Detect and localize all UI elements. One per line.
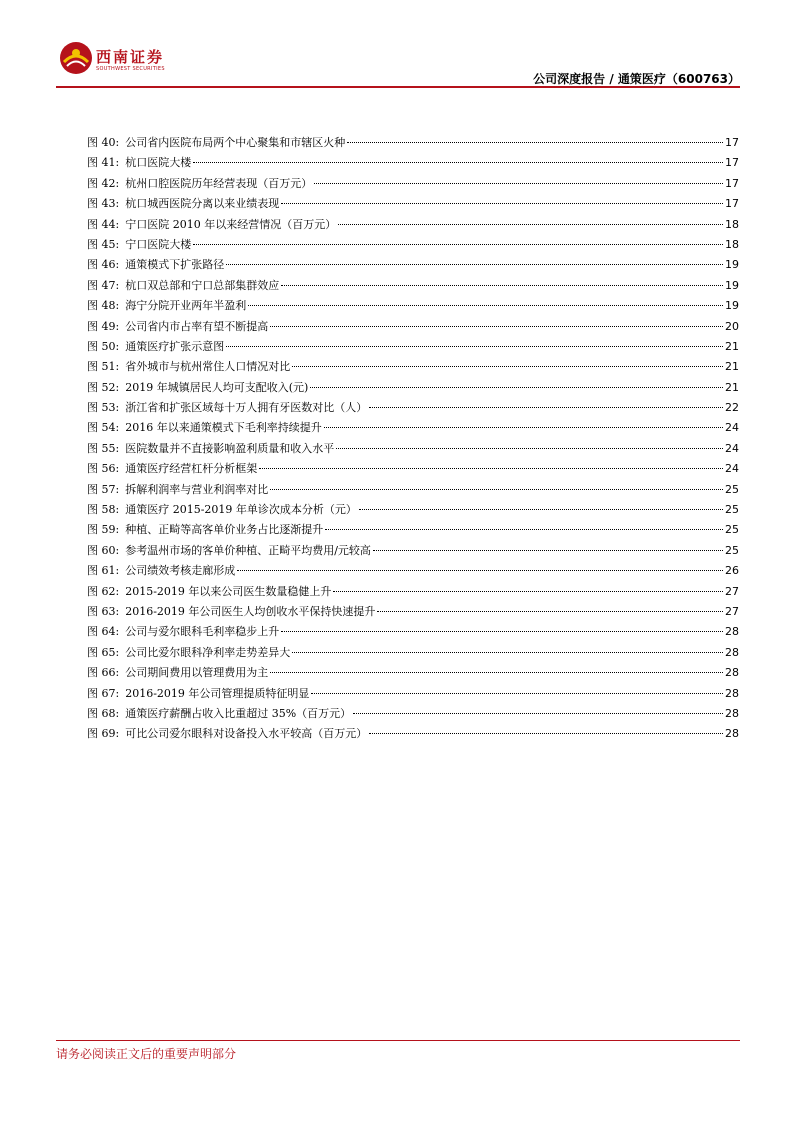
toc-leader-dots [347,142,723,143]
toc-entry-page: 17 [725,156,739,170]
toc-entry-title: 2016 年以来通策模式下毛利率持续提升 [125,421,322,435]
toc-entry-label: 图 65: [87,645,120,659]
toc-entry-page: 17 [725,197,739,211]
toc-entry-page: 24 [725,441,739,455]
toc-entry-label: 图 44: [87,217,120,231]
toc-entry[interactable] [87,174,739,194]
toc-entry-label: 图 50: [87,339,120,353]
toc-entry-label: 图 41: [87,156,120,170]
toc-leader-dots [325,529,723,530]
toc-entry-page: 19 [725,258,739,272]
toc-entry-label: 图 67: [87,686,120,700]
toc-entry-label: 图 64: [87,625,120,639]
toc-entry-title: 杭口医院大楼 [125,156,192,170]
toc-entry[interactable] [87,133,739,153]
toc-entry-title: 公司期间费用以管理费用为主 [125,666,269,680]
toc-entry[interactable] [87,684,739,704]
toc-leader-dots [359,509,723,510]
toc-entry[interactable] [87,153,739,173]
toc-entry-label: 图 60: [87,543,120,557]
toc-entry-label: 图 42: [87,176,120,190]
footer-divider [56,1040,740,1041]
toc-entry-title: 通策医疗经营杠杆分析框架 [125,462,258,476]
toc-entry-label: 图 63: [87,604,120,618]
toc-entry[interactable] [87,582,739,602]
toc-leader-dots [311,693,723,694]
toc-entry[interactable] [87,215,739,235]
toc-entry-label: 图 58: [87,503,120,517]
toc-entry[interactable] [87,296,739,316]
toc-entry[interactable] [87,418,739,438]
header-divider [56,86,740,88]
toc-leader-dots [248,305,723,306]
toc-entry-title: 种植、正畸等高客单价业务占比逐渐提升 [125,523,324,537]
toc-leader-dots [373,550,723,551]
toc-entry-page: 25 [725,503,739,517]
toc-entry-page: 24 [725,421,739,435]
toc-entry-title: 海宁分院开业两年半盈利 [125,299,247,313]
toc-leader-dots [259,468,723,469]
toc-entry-label: 图 57: [87,482,120,496]
toc-entry-label: 图 69: [87,727,120,741]
toc-leader-dots [338,224,723,225]
toc-entry[interactable] [87,704,739,724]
logo-chinese-name: 西南证券 [96,48,165,66]
toc-entry-label: 图 43: [87,197,120,211]
toc-leader-dots [237,570,723,571]
toc-entry-title: 浙江省和扩张区域每十万人拥有牙医数对比（人） [125,401,368,415]
toc-entry-page: 24 [725,462,739,476]
toc-entry[interactable] [87,194,739,214]
toc-entry-title: 医院数量并不直接影响盈利质量和收入水平 [125,441,335,455]
toc-entry[interactable] [87,255,739,275]
toc-leader-dots [270,672,723,673]
toc-entry-page: 19 [725,299,739,313]
toc-entry-page: 25 [725,482,739,496]
toc-leader-dots [226,346,723,347]
toc-entry-page: 20 [725,319,739,333]
toc-entry-title: 公司省内市占率有望不断提高 [125,319,269,333]
toc-entry-page: 21 [725,380,739,394]
toc-entry-page: 25 [725,523,739,537]
toc-entry-page: 17 [725,176,739,190]
toc-entry-label: 图 62: [87,584,120,598]
toc-entry[interactable] [87,317,739,337]
toc-entry-label: 图 61: [87,564,120,578]
toc-entry[interactable] [87,235,739,255]
toc-leader-dots [333,591,723,592]
page-header [56,40,740,88]
southwest-securities-logo-icon [58,40,94,76]
toc-entry-page: 28 [725,706,739,720]
toc-entry-page: 28 [725,625,739,639]
figure-list [87,133,739,745]
toc-entry[interactable] [87,602,739,622]
toc-entry-page: 27 [725,604,739,618]
toc-entry-label: 图 46: [87,258,120,272]
toc-leader-dots [369,733,723,734]
toc-entry-label: 图 56: [87,462,120,476]
toc-entry-label: 图 40: [87,136,120,149]
toc-entry-label: 图 48: [87,299,120,313]
footer-notice: 请务必阅读正文后的重要声明部分 [56,1047,237,1061]
toc-entry-title: 杭口城西医院分离以来业绩表现 [125,197,280,211]
toc-entry-label: 图 51: [87,360,120,374]
toc-entry-title: 可比公司爱尔眼科对设备投入水平较高（百万元） [125,727,368,741]
toc-entry-label: 图 55: [87,441,120,455]
toc-entry-title: 2016-2019 年公司医生人均创收水平保持快速提升 [125,604,376,618]
toc-leader-dots [377,611,723,612]
toc-entry[interactable] [87,337,739,357]
toc-entry-title: 杭州口腔医院历年经营表现（百万元） [125,176,313,190]
toc-entry-title: 拆解利润率与营业利润率对比 [125,482,269,496]
toc-entry-label: 图 54: [87,421,120,435]
toc-leader-dots [226,264,723,265]
toc-leader-dots [310,387,723,388]
logo-english-name: SOUTHWEST SECURITIES [96,66,165,72]
toc-entry-title: 公司比爱尔眼科净利率走势差异大 [125,645,291,659]
toc-entry[interactable] [87,643,739,663]
toc-entry-page: 21 [725,360,739,374]
toc-entry-title: 宁口医院大楼 [125,237,192,251]
toc-entry[interactable] [87,500,739,520]
toc-entry[interactable] [87,357,739,377]
toc-entry-page: 28 [725,645,739,659]
toc-entry-page: 21 [725,339,739,353]
toc-entry-label: 图 52: [87,380,120,394]
toc-entry[interactable] [87,276,739,296]
toc-entry-page: 18 [725,237,739,251]
toc-entry-page: 28 [725,686,739,700]
toc-entry-title: 公司省内医院布局两个中心聚集和市辖区火种 [125,136,346,149]
toc-leader-dots [270,489,723,490]
toc-entry-title: 公司绩效考核走廊形成 [125,564,236,578]
toc-entry[interactable] [87,663,739,683]
toc-entry-page: 19 [725,278,739,292]
toc-entry-title: 参考温州市场的客单价种植、正畸平均费用/元较高 [125,543,371,557]
toc-entry-title: 通策医疗薪酬占收入比重超过 35%（百万元） [125,706,352,720]
toc-entry[interactable] [87,541,739,561]
toc-entry-title: 公司与爱尔眼科毛利率稳步上升 [125,625,280,639]
toc-entry-page: 18 [725,217,739,231]
toc-leader-dots [193,162,723,163]
toc-entry-title: 通策医疗扩张示意图 [125,339,225,353]
toc-leader-dots [353,713,723,714]
toc-entry-page: 28 [725,666,739,680]
toc-entry-title: 宁口医院 2010 年以来经营情况（百万元） [125,217,337,231]
toc-leader-dots [281,203,723,204]
toc-leader-dots [281,285,723,286]
toc-entry-page: 26 [725,564,739,578]
report-title: 公司深度报告 / 通策医疗（600763） [533,72,740,86]
toc-entry-label: 图 68: [87,706,120,720]
toc-leader-dots [369,407,723,408]
toc-leader-dots [324,427,723,428]
toc-entry-label: 图 47: [87,278,120,292]
toc-entry-title: 省外城市与杭州常住人口情况对比 [125,360,291,374]
toc-entry-title: 2015-2019 年以来公司医生数量稳健上升 [125,584,332,598]
toc-entry-label: 图 59: [87,523,120,537]
toc-entry[interactable] [87,480,739,500]
toc-leader-dots [292,652,723,653]
toc-entry-label: 图 49: [87,319,120,333]
toc-entry[interactable] [87,520,739,540]
toc-leader-dots [292,366,723,367]
toc-entry[interactable] [87,439,739,459]
toc-entry-title: 通策医疗 2015-2019 年单诊次成本分析（元） [125,503,357,517]
toc-entry-label: 图 66: [87,666,120,680]
toc-entry-label: 图 45: [87,237,120,251]
toc-entry-page: 28 [725,727,739,741]
toc-entry[interactable] [87,561,739,581]
toc-entry-page: 17 [725,136,739,149]
toc-leader-dots [270,326,723,327]
toc-entry-title: 杭口双总部和宁口总部集群效应 [125,278,280,292]
toc-leader-dots [193,244,723,245]
toc-entry[interactable] [87,622,739,642]
toc-leader-dots [281,631,723,632]
toc-entry[interactable] [87,398,739,418]
toc-entry-page: 22 [725,401,739,415]
toc-entry-title: 通策模式下扩张路径 [125,258,225,272]
toc-entry[interactable] [87,724,739,744]
toc-entry-title: 2019 年城镇居民人均可支配收入(元) [125,380,309,394]
toc-entry-label: 图 53: [87,401,120,415]
toc-entry-title: 2016-2019 年公司管理提质特征明显 [125,686,310,700]
toc-entry[interactable] [87,459,739,479]
toc-entry-page: 25 [725,543,739,557]
toc-entry-page: 27 [725,584,739,598]
toc-entry[interactable] [87,378,739,398]
toc-leader-dots [336,448,723,449]
toc-leader-dots [314,183,723,184]
